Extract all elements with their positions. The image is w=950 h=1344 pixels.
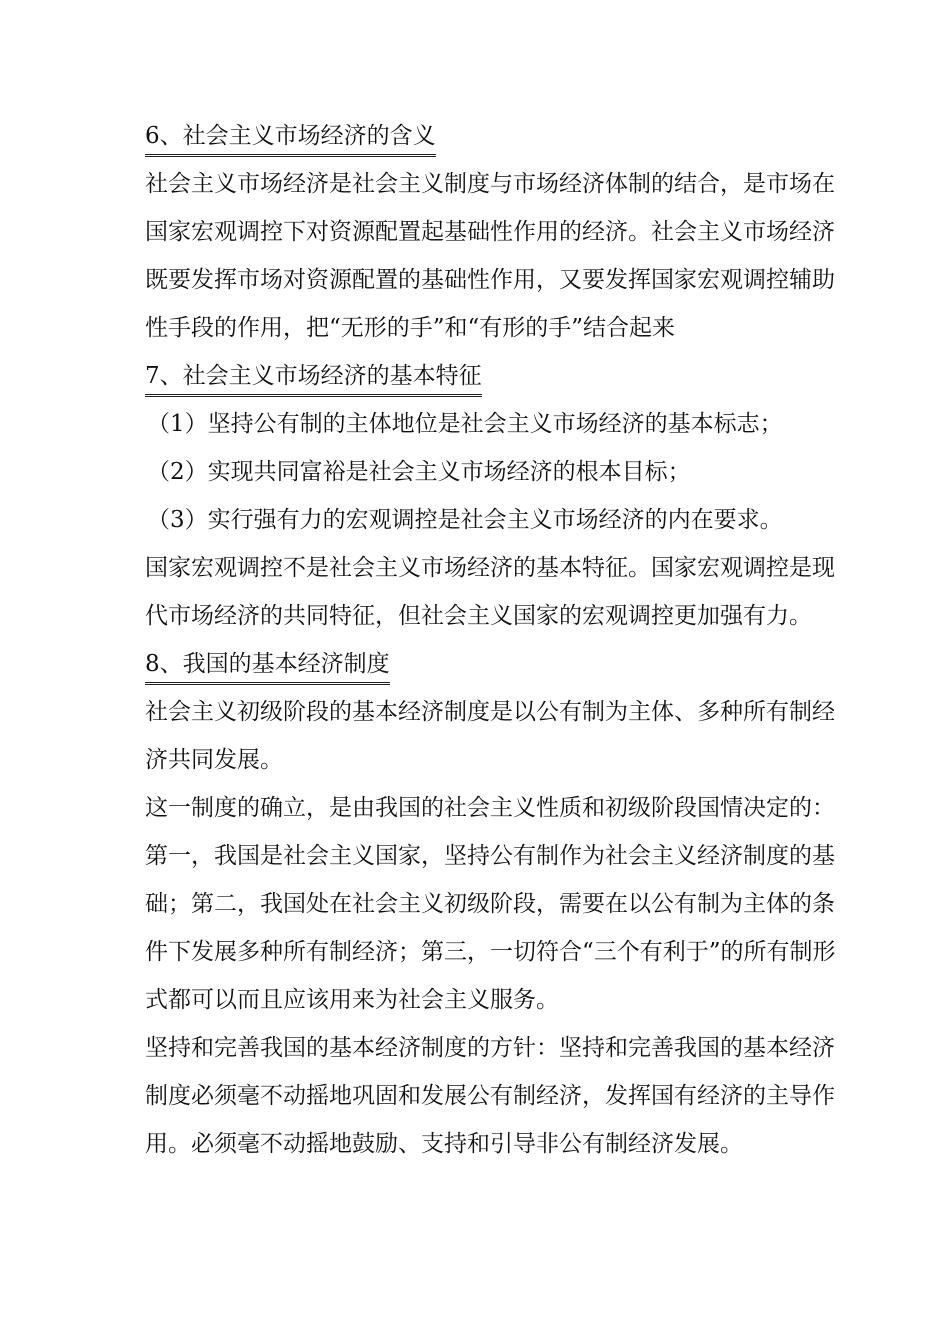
list-item: （3）实行强有力的宏观调控是社会主义市场经济的内在要求。 — [147, 507, 783, 533]
paragraph-line: 坚持和完善我国的基本经济制度的方针：坚持和完善我国的基本经济 — [145, 1035, 835, 1061]
section-7-heading-row — [145, 352, 815, 400]
section-heading: 6、社会主义市场经济的含义 — [145, 121, 436, 157]
paragraph-line: 社会主义市场经济是社会主义制度与市场经济体制的结合，是市场在 — [145, 171, 835, 197]
paragraph-line: 既要发挥市场对资源配置的基础性作用，又要发挥国家宏观调控辅助 — [145, 267, 835, 293]
paragraph-line: 这一制度的确立，是由我国的社会主义性质和初级阶段国情决定的： — [145, 795, 835, 821]
paragraph-line: 件下发展多种所有制经济；第三，一切符合“三个有利于”的所有制形 — [145, 939, 836, 965]
paragraph-line: 式都可以而且应该用来为社会主义服务。 — [145, 987, 559, 1013]
section-6-heading-row — [145, 112, 815, 160]
paragraph-line: 社会主义初级阶段的基本经济制度是以公有制为主体、多种所有制经 — [145, 699, 835, 725]
paragraph-line: 国家宏观调控下对资源配置起基础性作用的经济。社会主义市场经济 — [145, 219, 835, 245]
paragraph-line: 第一，我国是社会主义国家，坚持公有制作为社会主义经济制度的基 — [145, 843, 835, 869]
paragraph-line: 代市场经济的共同特征，但社会主义国家的宏观调控更加强有力。 — [145, 603, 812, 629]
paragraph-line: 国家宏观调控不是社会主义市场经济的基本特征。国家宏观调控是现 — [145, 555, 835, 581]
section-heading: 7、社会主义市场经济的基本特征 — [145, 361, 482, 397]
paragraph-line: 制度必须毫不动摇地巩固和发展公有制经济，发挥国有经济的主导作 — [145, 1083, 835, 1109]
paragraph-line: 济共同发展。 — [145, 747, 283, 773]
document-page — [145, 112, 836, 1168]
paragraph-line: 用。必须毫不动摇地鼓励、支持和引导非公有制经济发展。 — [145, 1131, 743, 1157]
list-item: （1）坚持公有制的主体地位是社会主义市场经济的基本标志； — [147, 411, 783, 437]
paragraph-line: 础；第二，我国处在社会主义初级阶段，需要在以公有制为主体的条 — [145, 891, 835, 917]
list-item: （2）实现共同富裕是社会主义市场经济的根本目标； — [147, 459, 691, 485]
paragraph-line: 性手段的作用，把“无形的手”和“有形的手”结合起来 — [145, 315, 676, 341]
section-8-heading-row — [145, 640, 815, 688]
section-heading: 8、我国的基本经济制度 — [145, 649, 390, 685]
